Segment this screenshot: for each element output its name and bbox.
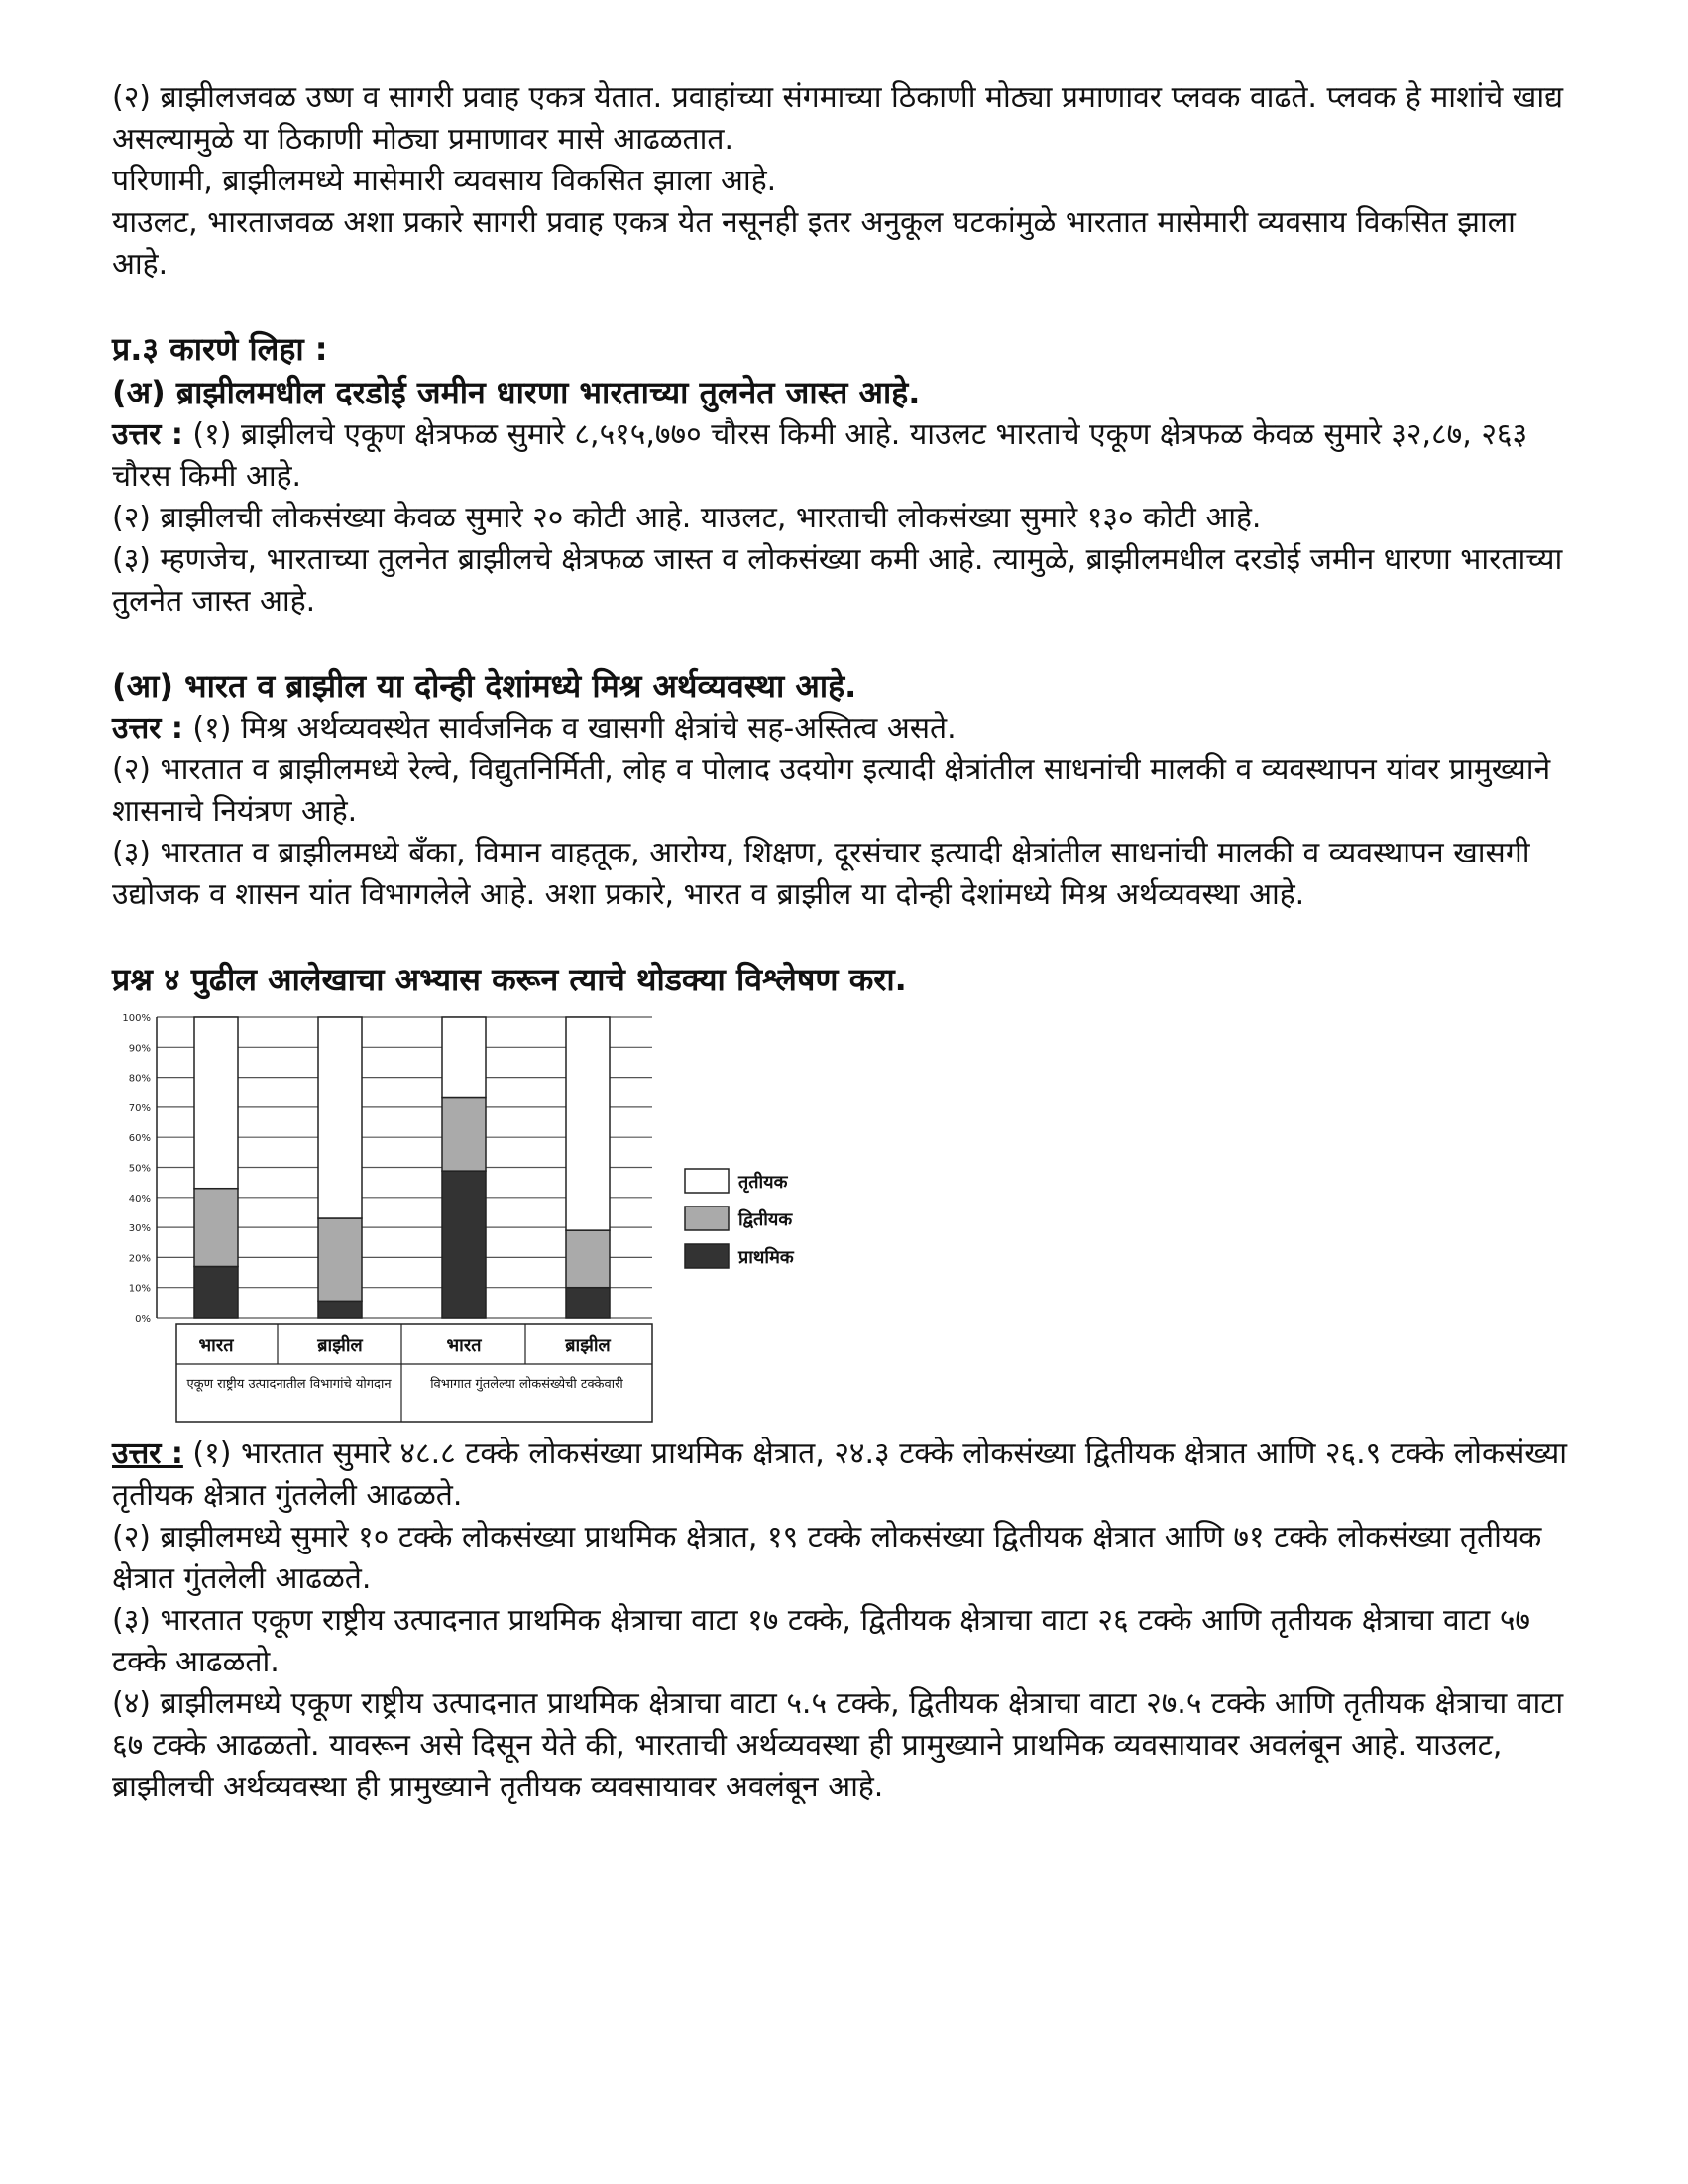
category-label: ब्राझील: [565, 1335, 611, 1356]
q3a-title: (अ) ब्राझीलमधील दरडोई जमीन धारणा भारताच्या तुलनेत जास्त आहे.: [112, 374, 921, 411]
y-tick-label: 40%: [128, 1193, 151, 1205]
q4-heading: प्रश्न ४ पुढील आलेखाचा अभ्यास करून त्याचे थोडक्या विश्लेषण करा.: [112, 961, 907, 998]
category-label: ब्राझील: [317, 1335, 363, 1356]
q3a-answer-3: (३) म्हणजेच, भारताच्या तुलनेत ब्राझीलचे क्षेत्रफळ जास्त व लोकसंख्या कमी आहे. त्यामुळे, ब्राझीलमधील दरडोई जमीन धारणा भारताच्या तुलनेत जास्त आहे.: [112, 542, 1563, 619]
y-tick-label: 30%: [128, 1223, 151, 1235]
bar-segment: [194, 1266, 238, 1318]
legend-swatch: [685, 1244, 729, 1268]
document-page: [112, 77, 1579, 1808]
y-tick-label: 50%: [128, 1163, 151, 1175]
bar-segment: [566, 1288, 610, 1318]
y-tick-label: 100%: [122, 1013, 151, 1024]
q3-heading: प्र.३ कारणे लिहा :: [112, 330, 328, 368]
stacked-bar-chart: [112, 1005, 925, 1432]
bar-segment: [194, 1017, 238, 1189]
group-label: विभागात गुंतलेल्या लोकसंख्येची टक्केवारी: [430, 1377, 623, 1392]
q3a-answer-2: (२) ब्राझीलची लोकसंख्या केवळ सुमारे २० कोटी आहे. याउलट, भारताची लोकसंख्या सुमारे १३० कोटी आहे.: [112, 501, 1262, 535]
y-tick-label: 60%: [128, 1133, 151, 1145]
q4-answer-4: (४) ब्राझीलमध्ये एकूण राष्ट्रीय उत्पादनात प्राथमिक क्षेत्राचा वाटा ५.५ टक्के, द्वितीयक क्षेत्राचा वाटा २७.५ टक्के आणि तृतीयक क्षेत्राचा वाटा ६७ टक्के आढळतो. यावरून असे दिसून येते की, भारताची अर्थव्यवस्था ही प्रामुख्याने प्राथमिक व्यवसायावर अवलंबून आहे. याउलट, ब्राझीलची अर्थव्यवस्था ही प्रामुख्याने तृतीयक व्यवसायावर अवलंबून आहे.: [112, 1686, 1564, 1804]
legend-swatch: [685, 1207, 729, 1230]
answer-label: उत्तर :: [112, 1437, 183, 1471]
y-tick-label: 10%: [128, 1283, 151, 1295]
y-tick-label: 0%: [135, 1314, 151, 1324]
legend-label: द्वितीयक: [738, 1209, 793, 1230]
bar-segment: [442, 1017, 486, 1098]
bar-segment: [566, 1017, 610, 1230]
legend-label: प्राथमिक: [738, 1247, 794, 1268]
intro-paragraph-1: (२) ब्राझीलजवळ उष्ण व सागरी प्रवाह एकत्र येतात. प्रवाहांच्या संगमाच्या ठिकाणी मोठ्या प्रमाणावर प्लवक वाढते. प्लवक हे माशांचे खाद्य असल्यामुळे या ठिकाणी मोठ्या प्रमाणावर मासे आढळतात.: [112, 80, 1564, 157]
y-tick-label: 90%: [128, 1043, 151, 1055]
answer-label: उत्तर :: [112, 417, 183, 452]
legend-label: तृतीयक: [738, 1172, 788, 1193]
q3b-answer-2: (२) भारतात व ब्राझीलमध्ये रेल्वे, विद्युतनिर्मिती, लोह व पोलाद उदयोग इत्यादी क्षेत्रांतील साधनांची मालकी व व्यवस्थापन यांवर प्रामुख्याने शासनाचे नियंत्रण आहे.: [112, 752, 1551, 829]
bar-segment: [194, 1189, 238, 1267]
intro-paragraph-2: परिणामी, ब्राझीलमध्ये मासेमारी व्यवसाय विकसित झाला आहे.: [112, 164, 777, 198]
group-label: एकूण राष्ट्रीय उत्पादनातील विभागांचे योगदान: [186, 1377, 392, 1392]
q3a-answer-1: [112, 414, 1579, 498]
q3a-answer-1-text: (१) ब्राझीलचे एकूण क्षेत्रफळ सुमारे ८,५१५,७७० चौरस किमी आहे. याउलट भारताचे एकूण क्षेत्रफळ केवळ सुमारे ३२,८७, २६३ चौरस किमी आहे.: [112, 417, 1528, 494]
chart-svg: [112, 1005, 925, 1432]
bar-segment: [318, 1301, 362, 1318]
bar-segment: [442, 1171, 486, 1318]
bar-segment: [566, 1230, 610, 1288]
y-tick-label: 80%: [128, 1073, 151, 1085]
q3b-answer-1-text: (१) मिश्र अर्थव्यवस्थेत सार्वजनिक व खासगी क्षेत्रांचे सह-अस्तित्व असते.: [182, 711, 957, 746]
q4-answer-1-text: (१) भारतात सुमारे ४८.८ टक्के लोकसंख्या प्राथमिक क्षेत्रात, २४.३ टक्के लोकसंख्या द्वितीयक क्षेत्रात आणि २६.९ टक्के लोकसंख्या तृतीयक क्षेत्रात गुंतलेली आढळते.: [112, 1437, 1567, 1513]
category-label: भारत: [446, 1335, 482, 1356]
legend-swatch: [685, 1169, 729, 1193]
y-tick-label: 70%: [128, 1102, 151, 1114]
bar-segment: [318, 1218, 362, 1301]
q4-answer-2: (२) ब्राझीलमध्ये सुमारे १० टक्के लोकसंख्या प्राथमिक क्षेत्रात, १९ टक्के लोकसंख्या द्वितीयक क्षेत्रात आणि ७१ टक्के लोकसंख्या तृतीयक क्षेत्रात गुंतलेली आढळते.: [112, 1520, 1542, 1596]
q4-answer-1: [112, 1434, 1579, 1517]
q3b-title: (आ) भारत व ब्राझील या दोन्ही देशांमध्ये मिश्र अर्थव्यवस्था आहे.: [112, 667, 857, 705]
q4-answer-3: (३) भारतात एकूण राष्ट्रीय उत्पादनात प्राथमिक क्षेत्राचा वाटा १७ टक्के, द्वितीयक क्षेत्राचा वाटा २६ टक्के आणि तृतीयक क्षेत्राचा वाटा ५७ टक्के आढळतो.: [112, 1603, 1531, 1679]
bar-segment: [442, 1098, 486, 1172]
intro-paragraph-3: याउलट, भारताजवळ अशा प्रकारे सागरी प्रवाह एकत्र येत नसूनही इतर अनुकूल घटकांमुळे भारतात मासेमारी व्यवसाय विकसित झाला आहे.: [112, 205, 1516, 282]
y-tick-label: 20%: [128, 1253, 151, 1265]
answer-label: उत्तर :: [112, 711, 183, 746]
q3b-answer-1: [112, 708, 1579, 749]
bar-segment: [318, 1017, 362, 1218]
category-label: भारत: [198, 1335, 234, 1356]
q3b-answer-3: (३) भारतात व ब्राझीलमध्ये बँका, विमान वाहतूक, आरोग्य, शिक्षण, दूरसंचार इत्यादी क्षेत्रांतील साधनांची मालकी व व्यवस्थापन खासगी उद्योजक व शासन यांत विभागलेले आहे. अशा प्रकारे, भारत व ब्राझील या दोन्ही देशांमध्ये मिश्र अर्थव्यवस्था आहे.: [112, 836, 1530, 912]
